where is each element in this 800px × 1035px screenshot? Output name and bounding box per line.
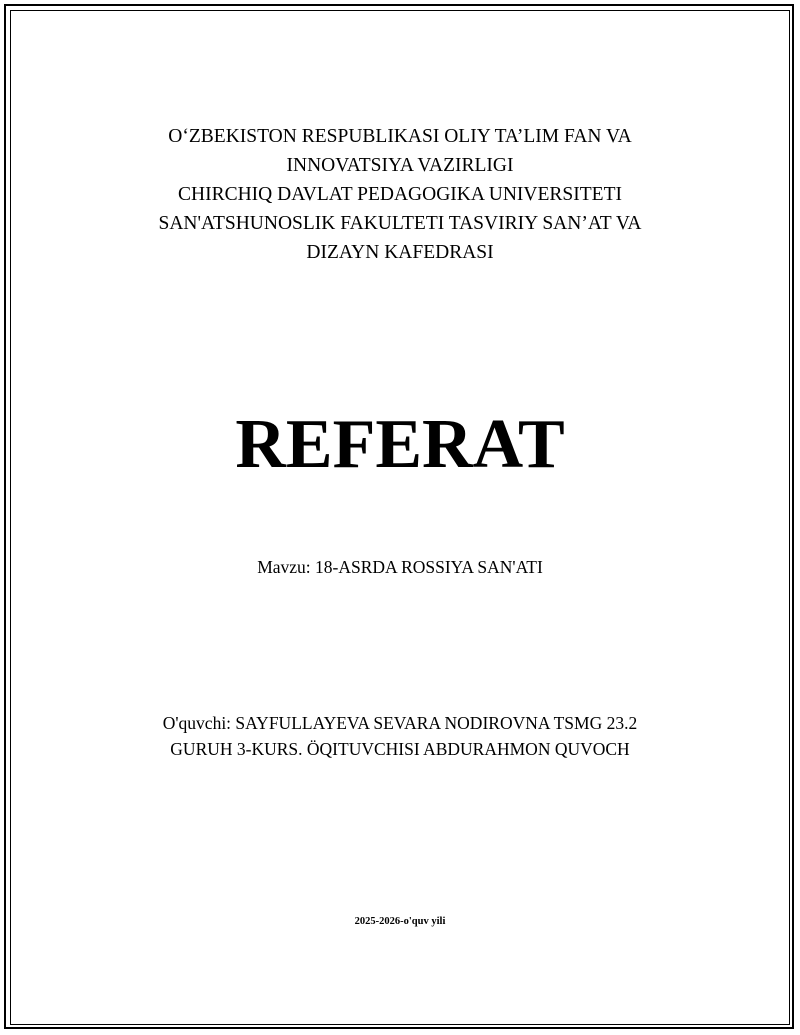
- student-line: GURUH 3-KURS. ÖQITUVCHISI ABDURAHMON QUVOCH: [170, 739, 630, 759]
- student-info: [0, 710, 800, 762]
- academic-year: 2025-2026-o'quv yili: [354, 916, 446, 927]
- student-line: O'quvchi: SAYFULLAYEVA SEVARA NODIROVNA TSMG 23.2: [162, 713, 638, 733]
- institution-line: O‘ZBEKISTON RESPUBLIKASI OLIY TA’LIM FAN VA: [168, 126, 632, 147]
- institution-line: DIZAYN KAFEDRASI: [306, 242, 494, 263]
- institution-line: INNOVATSIYA VAZIRLIGI: [286, 155, 514, 176]
- institution-line: CHIRCHIQ DAVLAT PEDAGOGIKA UNIVERSITETI: [178, 184, 622, 205]
- topic-line: Mavzu: 18-ASRDA ROSSIYA SAN'ATI: [257, 557, 543, 577]
- institution-line: SAN'ATSHUNOSLIK FAKULTETI TASVIRIY SAN’AT VA: [158, 213, 642, 234]
- institution-header: [0, 122, 800, 267]
- document-title: REFERAT: [235, 406, 565, 483]
